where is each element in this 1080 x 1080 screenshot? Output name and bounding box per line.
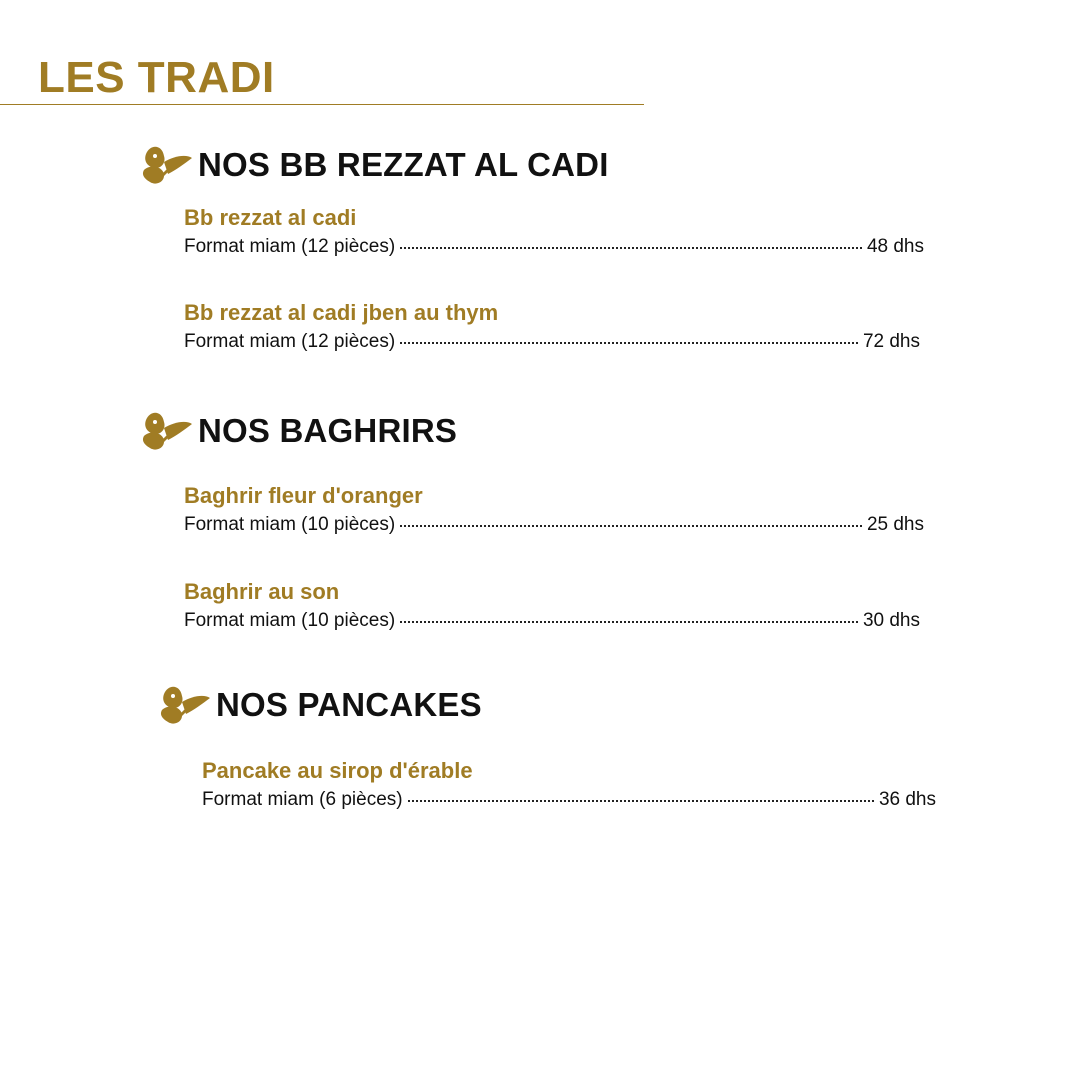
section-baghrirs [140, 406, 940, 646]
item-line [184, 609, 920, 633]
item-price: 30 dhs [862, 610, 920, 631]
menu-item [184, 300, 920, 354]
item-name: Baghrir fleur d'oranger [184, 483, 423, 508]
section-pancakes [158, 680, 958, 830]
section-header [140, 140, 940, 190]
item-line [184, 330, 920, 354]
menu-item [202, 758, 936, 812]
item-name: Bb rezzat al cadi [184, 205, 357, 230]
section-header [158, 680, 958, 730]
page-title: LES TRADI [38, 53, 275, 102]
item-line [184, 235, 924, 259]
item-format: Format miam (12 pièces) [184, 236, 396, 257]
dot-leader [400, 342, 858, 344]
section-bb-rezzat [140, 140, 940, 370]
item-name: Pancake au sirop d'érable [202, 758, 473, 783]
title-divider [0, 104, 644, 105]
section-title: NOS BB REZZAT AL CADI [198, 146, 609, 183]
item-price: 36 dhs [878, 789, 936, 810]
item-name: Baghrir au son [184, 579, 340, 604]
item-format: Format miam (10 pièces) [184, 514, 396, 535]
dot-leader [408, 800, 874, 802]
item-format: Format miam (6 pièces) [202, 789, 403, 810]
item-line [184, 513, 924, 537]
section-header [140, 406, 940, 456]
section-title: NOS BAGHRIRS [198, 412, 458, 449]
dot-leader [400, 247, 862, 249]
item-price: 48 dhs [866, 236, 924, 257]
item-price: 25 dhs [866, 514, 924, 535]
item-price: 72 dhs [862, 331, 920, 352]
item-line [202, 788, 936, 812]
butterfly-icon [140, 406, 194, 456]
menu-item [184, 579, 920, 633]
dot-leader [400, 621, 858, 623]
item-format: Format miam (12 pièces) [184, 331, 396, 352]
item-format: Format miam (10 pièces) [184, 610, 396, 631]
section-title: NOS PANCAKES [216, 686, 482, 723]
butterfly-icon [158, 680, 212, 730]
menu-item [184, 205, 924, 259]
dot-leader [400, 525, 862, 527]
item-name: Bb rezzat al cadi jben au thym [184, 300, 499, 325]
butterfly-icon [140, 140, 194, 190]
menu-item [184, 483, 924, 537]
